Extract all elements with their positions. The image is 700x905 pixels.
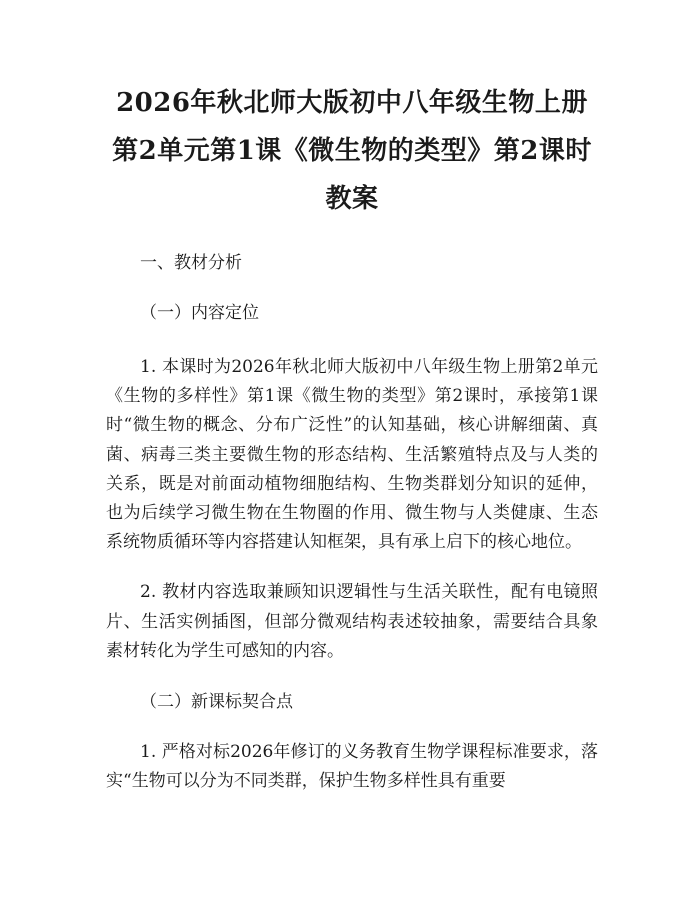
paragraph-curriculum-standard: 1. 严格对标2026年修订的义务教育生物学课程标准要求，落实“生物可以分为不同类群，保护生物多样性具有重要 (106, 742, 598, 792)
paragraph-lesson-positioning: 1. 本课时为2026年秋北师大版初中八年级生物上册第2单元《生物的多样性》第1课《微生物的类型》第2课时，承接第1课时“微生物的概念、分布广泛性”的认知基础，核心讲解细菌、真菌、病毒三类主要微生物的形态结构、生活繁殖特点及与人类的关系，既是对前面动植物细胞结构、生物类群划分知识的延伸，也为后续学习微生物在生物圈的作用、微生物与人类健康、生态系统物质循环等内容搭建认知框架，具有承上启下的核心地位。 (106, 357, 598, 553)
section-heading-textbook-analysis: 一、教材分析 (140, 253, 242, 273)
document-title: 2026年秋北师大版初中八年级生物上册第2单元第1课《微生物的类型》第2课时教案 (112, 88, 592, 214)
subsection-heading-curriculum-alignment: （二）新课标契合点 (140, 692, 293, 713)
subsection-heading-content-positioning: （一）内容定位 (140, 303, 259, 323)
paragraph-textbook-content: 2. 教材内容选取兼顾知识逻辑性与生活关联性，配有电镜照片、生活实例插图，但部分微观结构表述较抽象，需要结合具象素材转化为学生可感知的内容。 (106, 582, 598, 661)
